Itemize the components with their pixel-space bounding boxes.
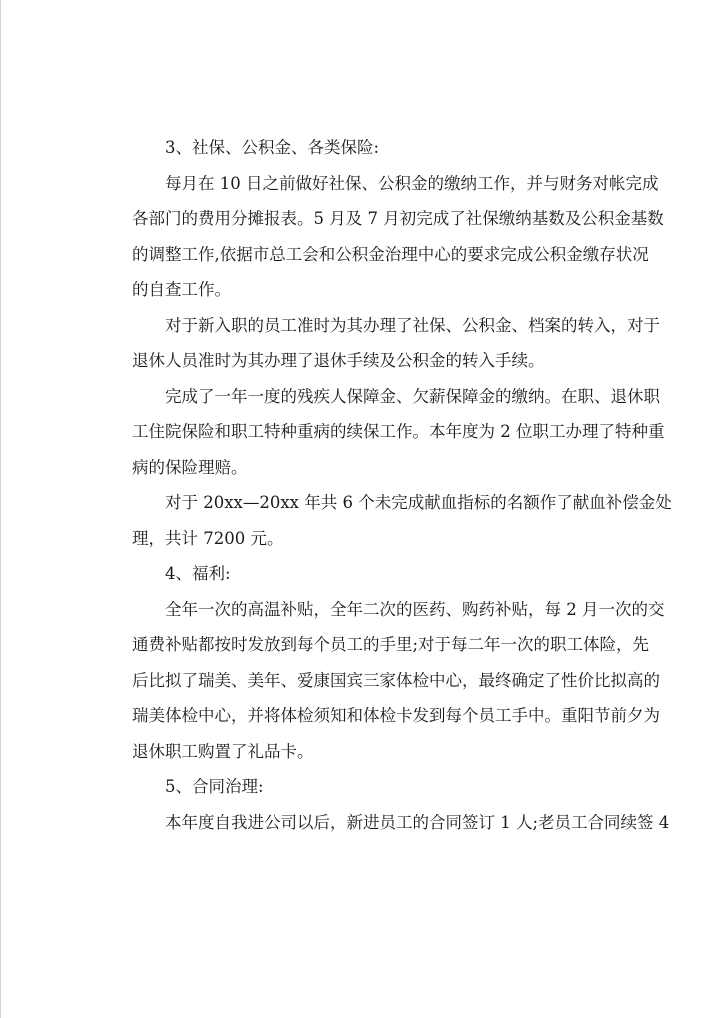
text-line: 工住院保险和职工特种重病的续保工作。本年度为 2 位职工办理了特种重 (132, 422, 665, 441)
text-line: 理，共计 7200 元。 (132, 528, 284, 548)
text-line: 对于 20xx—20xx 年共 6 个未完成献血指标的名额作了献血补偿金处 (165, 493, 672, 512)
text-line: 5、合同治理: (165, 777, 264, 796)
text-line: 3、社保、公积金、各类保险: (165, 138, 380, 157)
text-line: 对于新入职的员工准时为其办理了社保、公积金、档案的转入，对于 (165, 315, 660, 335)
text-line: 各部门的费用分摊报表。5 月及 7 月初完成了社保缴纳基数及公积金基数 (132, 209, 664, 228)
text-line: 本年度自我进公司以后，新进员工的合同签订 1 人;老员工合同续签 4 (165, 812, 670, 832)
paragraph-contract-signing (99, 805, 670, 841)
paragraph-subsidies (99, 592, 665, 770)
paragraph-blood-donation (99, 485, 672, 556)
document-body (99, 130, 672, 840)
text-line: 4、福利: (165, 564, 231, 583)
section-heading-welfare (99, 556, 629, 592)
text-line: 后比拟了瑞美、美年、爱康国宾三家体检中心，最终确定了性价比拟高的 (132, 670, 660, 690)
text-line: 全年一次的高温补贴，全年二次的医药、购药补贴，每 2 月一次的交 (165, 599, 665, 619)
text-line: 的自查工作。 (132, 280, 231, 299)
section-heading-contracts (99, 769, 629, 805)
text-line: 病的保险理赔。 (132, 457, 248, 477)
text-line: 的调整工作,依据市总工会和公积金治理中心的要求完成公积金缴存状况 (132, 244, 649, 264)
text-line: 瑞美体检中心，并将体检须知和体检卡发到每个员工手中。重阳节前夕为 (132, 706, 660, 725)
text-line: 完成了一年一度的残疾人保障金、欠薪保障金的缴纳。在职、退休职 (165, 386, 660, 406)
text-line: 退休人员准时为其办理了退休手续及公积金的转入手续。 (132, 351, 545, 370)
section-heading-insurance (99, 130, 629, 166)
paragraph-disability-fund (99, 379, 665, 486)
text-line: 每月在 10 日之前做好社保、公积金的缴纳工作，并与财务对帐完成 (165, 173, 659, 193)
text-line: 通费补贴都按时发放到每个员工的手里;对于每二年一次的职工体险，先 (132, 635, 650, 654)
text-line: 退休职工购置了礼品卡。 (132, 741, 314, 761)
paragraph-new-employees (99, 308, 660, 379)
paragraph-monthly-payment (99, 166, 664, 308)
